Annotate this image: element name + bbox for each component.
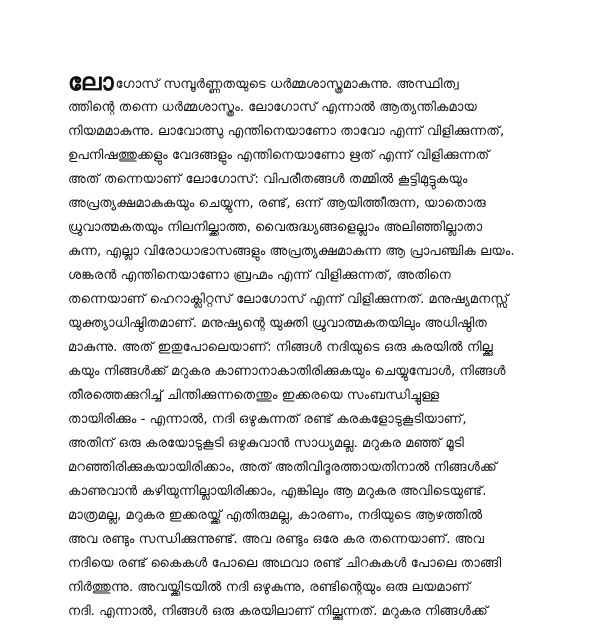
text-line-2: ത്തിന്റെ തന്നെ ധർമ്മശാസ്ത്രം. ലോഗോസ് എന്നാൽ ആത്യന്തികമായ	[68, 100, 477, 115]
text-line-9: ശങ്കരൻ എന്തിനെയാണോ ബ്രഹ്മം എന്ന് വിളിക്കുന്നത്, അതിനെ	[68, 268, 451, 283]
text-line-14: തീരത്തെക്കുറിച്ച് ചിന്തിക്കുന്നതെന്തും ഇക്കരയെ സംബന്ധിച്ചുള്ള	[68, 388, 440, 403]
text-line-20: അവ രണ്ടും സന്ധിക്കുന്നുണ്ട്. അവ രണ്ടും ഒരേ കര തന്നെയാണ്. അവ	[68, 532, 485, 547]
text-line-18: കാണുവാൻ കഴിയുന്നില്ലായിരിക്കാം, എങ്കിലും ആ മറുകര അവിടെയുണ്ട്.	[68, 484, 487, 499]
text-line-6: അപ്രത്യക്ഷമാകുകയും ചെയ്യുന്ന, രണ്ട്, ഒന്ന് ആയിത്തീരുന്ന, യാതൊരു	[68, 196, 486, 211]
text-line-15: തായിരിക്കും - എന്നാൽ, നദി ഒഴുകുന്നത് രണ്ട് കരകളോടുകൂടിയാണ്,	[68, 412, 467, 427]
text-line-23: നദി. എന്നാൽ, നിങ്ങൾ ഒരു കരയിലാണ് നില്ക്കുന്നത്. മറുകര നിങ്ങൾക്ക്	[68, 604, 488, 619]
text-line-7: ധ്രുവാത്മകതയും നിലനില്ക്കാത്ത, വൈരുദ്ധ്യങ്ങളെല്ലാം അലിഞ്ഞില്ലാതാ	[68, 220, 483, 235]
text-line-13: കയും നിങ്ങൾക്ക് മറുകര കാണാനാകാതിരിക്കുകയും ചെയ്യുമ്പോൾ, നിങ്ങൾ	[68, 364, 506, 379]
text-line-1	[68, 70, 536, 96]
text-line-19: മാത്രമല്ല, മറുകര ഇക്കരയ്ക്ക് എതിരുമല്ല, കാരണം, നദിയുടെ ആഴത്തിൽ	[68, 508, 483, 523]
paragraph-text	[68, 70, 536, 624]
text-line-16: അതിന് ഒരു കരയോടുകൂടി ഒഴുകുവാൻ സാധ്യമല്ല. മറുകര മഞ്ഞ് മൂടി	[68, 436, 464, 451]
text-line-3: നിയമമാകുന്നു. ലാവോത്സു എന്തിനെയാണോ താവോ എന്ന് വിളിക്കുന്നത്,	[68, 124, 505, 139]
text-line-8: കുന്ന, എല്ലാ വിരോധാഭാസങ്ങളും അപ്രത്യക്ഷമാകുന്ന ആ പ്രാപഞ്ചിക ലയം.	[68, 244, 515, 259]
text-line-22: നിർത്തുന്നു. അവയ്ക്കിടയിൽ നദി ഒഴുകുന്നു, രണ്ടിന്റെയും ഒരു ലയമാണ്	[68, 580, 471, 595]
text-line-21: നദിയെ രണ്ട് കൈകൾ പോലെ അഥവാ രണ്ട് ചിറകുകൾ പോലെ താങ്ങി	[68, 556, 502, 571]
text-line-11: യുക്ത്യാധിഷ്ഠിതമാണ്. മനുഷ്യന്റെ യുക്തി ധ്രുവാത്മകതയിലും അധിഷ്ഠിത	[68, 316, 487, 331]
text-line-12: മാകുന്നു. അത് ഇതുപോലെയാണ്: നിങ്ങൾ നദിയുടെ ഒരു കരയിൽ നില്ക്കു	[68, 340, 493, 355]
text-line-4: ഉപനിഷത്തുക്കളും വേദങ്ങളും എന്തിനെയാണോ ഋത് എന്ന് വിളിക്കുന്നത്	[68, 148, 490, 163]
text-line-17: മറഞ്ഞിരിക്കുകയായിരിക്കാം, അത് അതിവിദൂരത്തായതിനാൽ നിങ്ങൾക്ക്	[68, 460, 497, 475]
drop-cap: ലോ	[68, 70, 114, 96]
text-line-5: അത് തന്നെയാണ് ലോഗോസ്: വിപരീതങ്ങൾ തമ്മിൽ കൂട്ടിമുട്ടുകയും	[68, 172, 468, 187]
text-line-10: തന്നെയാണ് ഹെറാക്ലിറ്റസ് ലോഗോസ് എന്ന് വിളിക്കുന്നത്. മനുഷ്യമനസ്സ്	[68, 292, 509, 307]
text-line-1-rest: ഗോസ് സമ്പൂർണ്ണതയുടെ ധർമ്മശാസ്ത്രമാകുന്നു. അസ്ഥിത്വ	[115, 77, 459, 92]
